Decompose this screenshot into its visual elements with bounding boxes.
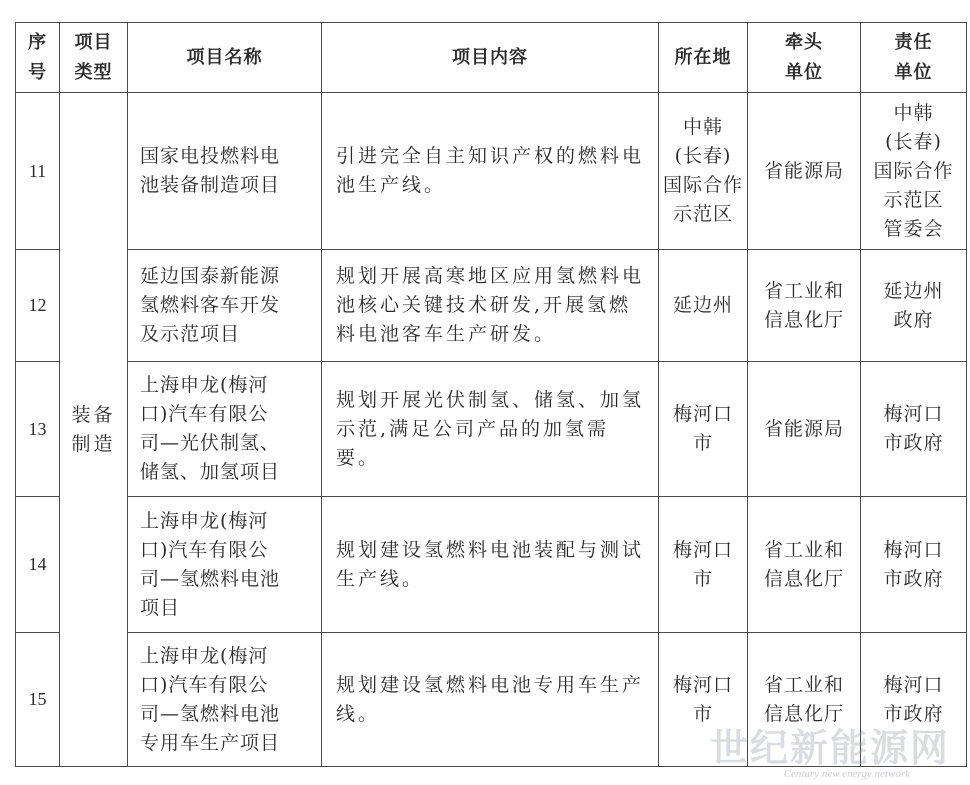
- project-table: [15, 22, 967, 770]
- watermark-en: Century new energy network: [783, 768, 910, 780]
- table-row: [16, 362, 967, 497]
- header-row: [16, 23, 967, 93]
- row-lead: 省能源局: [748, 93, 861, 250]
- row-lead: 省工业和 信息化厅: [748, 633, 861, 767]
- header-content: 项目内容: [322, 23, 659, 93]
- row-content: 规划开展高寒地区应用氢燃料电 池核心关键技术研发,开展氢燃 料电池客车生产研发。: [322, 250, 659, 362]
- row-location: 延边州: [659, 250, 748, 362]
- row-lead: 省工业和 信息化厅: [748, 497, 861, 633]
- row-content: 规划建设氢燃料电池专用车生产 线。: [322, 633, 659, 767]
- row-name: 上海申龙(梅河 口)汽车有限公 司—氢燃料电池 专用车生产项目: [128, 633, 322, 767]
- row-content: 规划建设氢燃料电池装配与测试 生产线。: [322, 497, 659, 633]
- table-row: [16, 633, 967, 767]
- row-seq: 12: [16, 250, 60, 362]
- header-type: 项目 类型: [60, 23, 128, 93]
- header-name: 项目名称: [128, 23, 322, 93]
- row-lead: 省工业和 信息化厅: [748, 250, 861, 362]
- watermark-cn: 世纪新能源网: [710, 725, 951, 770]
- row-lead: 省能源局: [748, 362, 861, 497]
- row-location: 梅河口 市: [659, 633, 748, 767]
- row-location: 梅河口 市: [659, 497, 748, 633]
- row-name: 上海申龙(梅河 口)汽车有限公 司—光伏制氢、 储氢、加氢项目: [128, 362, 322, 497]
- header-responsible: 责任 单位: [861, 23, 967, 93]
- table-row: [16, 93, 967, 250]
- row-seq: 11: [16, 93, 60, 250]
- row-content: 规划开展光伏制氢、储氢、加氢 示范,满足公司产品的加氢需要。: [322, 362, 659, 497]
- header-location: 所在地: [659, 23, 748, 93]
- table-row: [16, 250, 967, 362]
- row-location: 中韩 (长春) 国际合作 示范区: [659, 93, 748, 250]
- table-row: [16, 497, 967, 633]
- row-name: 延边国泰新能源 氢燃料客车开发 及示范项目: [128, 250, 322, 362]
- row-seq: 15: [16, 633, 60, 767]
- project-type-cell: 装备 制造: [60, 93, 128, 767]
- row-content: 引进完全自主知识产权的燃料电 池生产线。: [322, 93, 659, 250]
- row-responsible: 梅河口 市政府: [861, 497, 967, 633]
- row-name: 国家电投燃料电 池装备制造项目: [128, 93, 322, 250]
- row-seq: 13: [16, 362, 60, 497]
- row-location: 梅河口 市: [659, 362, 748, 497]
- row-responsible: 延边州 政府: [861, 250, 967, 362]
- row-responsible: 梅河口 市政府: [861, 633, 967, 767]
- header-seq: 序 号: [16, 23, 60, 93]
- header-lead: 牵头 单位: [748, 23, 861, 93]
- row-responsible: 梅河口 市政府: [861, 362, 967, 497]
- row-responsible: 中韩 (长春) 国际合作 示范区 管委会: [861, 93, 967, 250]
- row-seq: 14: [16, 497, 60, 633]
- row-name: 上海申龙(梅河 口)汽车有限公 司—氢燃料电池 项目: [128, 497, 322, 633]
